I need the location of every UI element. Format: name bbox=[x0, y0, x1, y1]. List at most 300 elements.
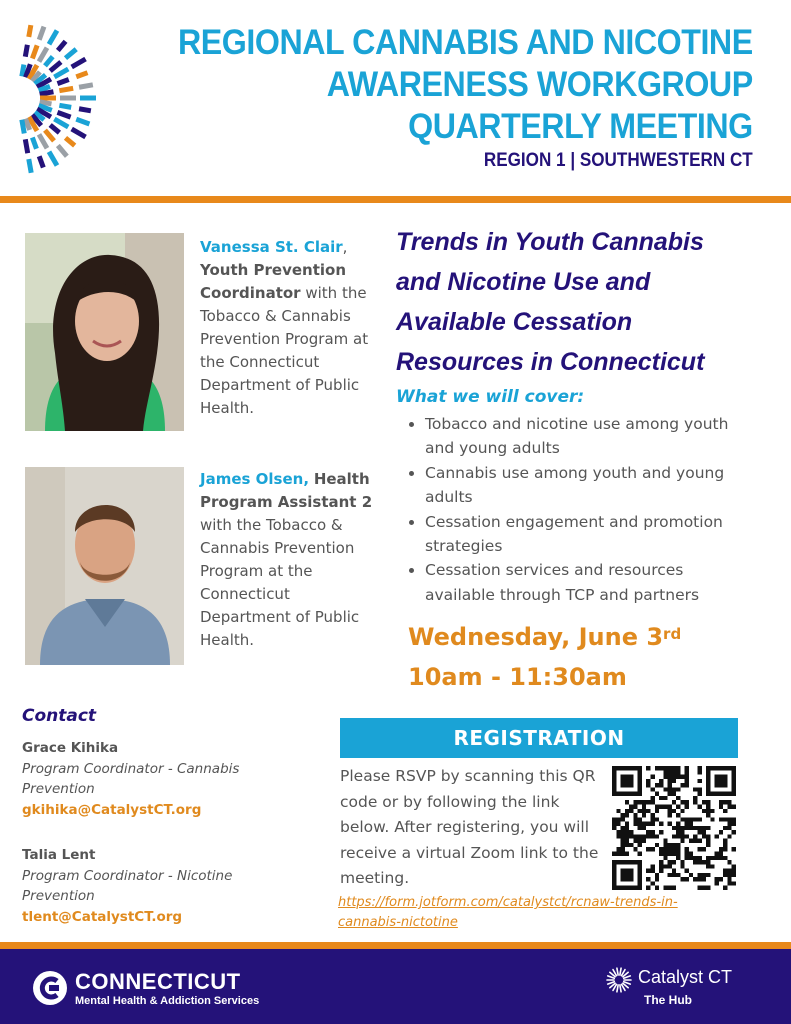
qr-module bbox=[693, 856, 697, 860]
qr-module bbox=[676, 822, 680, 826]
footer-right-logo-name: Catalyst CT bbox=[638, 967, 733, 987]
qr-module bbox=[659, 860, 663, 864]
qr-module bbox=[668, 775, 672, 779]
contact-1-role: Program Coordinator - Cannabis Prevention bbox=[22, 760, 240, 797]
qr-module bbox=[702, 826, 706, 830]
qr-module bbox=[672, 779, 676, 783]
qr-module bbox=[659, 766, 663, 770]
contact-person-1 bbox=[22, 738, 282, 820]
sunburst-ray bbox=[29, 25, 31, 37]
qr-module bbox=[685, 856, 689, 860]
contact-person-2 bbox=[22, 845, 282, 927]
qr-module bbox=[668, 779, 672, 783]
qr-module bbox=[693, 800, 697, 804]
qr-module bbox=[612, 860, 642, 864]
qr-module bbox=[672, 775, 676, 779]
list-item: • Cessation engagement and promotion strategies bbox=[425, 510, 748, 559]
event-time: 10am - 11:30am bbox=[408, 663, 627, 691]
qr-module bbox=[668, 873, 672, 877]
qr-module bbox=[668, 860, 672, 864]
qr-module bbox=[672, 809, 676, 813]
qr-module bbox=[698, 830, 702, 834]
qr-module bbox=[680, 830, 684, 834]
qr-module bbox=[715, 881, 719, 885]
qr-module bbox=[689, 817, 693, 821]
qr-module bbox=[706, 804, 710, 808]
qr-module bbox=[698, 839, 702, 843]
qr-module bbox=[672, 869, 676, 873]
qr-module bbox=[642, 822, 646, 826]
qr-module bbox=[663, 843, 667, 847]
qr-module bbox=[727, 869, 731, 873]
qr-module bbox=[668, 813, 672, 817]
qr-module bbox=[655, 834, 659, 838]
qr-module bbox=[723, 839, 727, 843]
qr-module bbox=[672, 860, 676, 864]
qr-module bbox=[685, 834, 689, 838]
qr-module bbox=[672, 847, 676, 851]
qr-module bbox=[723, 800, 727, 804]
sunburst-ray bbox=[40, 102, 52, 104]
qr-module bbox=[680, 800, 684, 804]
speaker-1-role: Youth Prevention Coordinator bbox=[200, 261, 347, 302]
list-item: • Cessation services and resources available through TCP and partners bbox=[425, 558, 748, 607]
qr-module bbox=[612, 822, 616, 826]
qr-module bbox=[625, 813, 629, 817]
sunburst-ray bbox=[29, 159, 31, 173]
qr-module bbox=[633, 834, 637, 838]
qr-module bbox=[646, 783, 650, 787]
sunburst-ray bbox=[50, 62, 61, 71]
qr-module bbox=[621, 813, 625, 817]
qr-module bbox=[638, 809, 642, 813]
qr-module bbox=[668, 864, 672, 868]
qr-module bbox=[655, 766, 659, 770]
qr-module bbox=[625, 809, 629, 813]
sunburst-ray bbox=[58, 145, 67, 156]
qr-module bbox=[723, 843, 727, 847]
qr-module bbox=[698, 817, 702, 821]
qr-module bbox=[706, 766, 710, 796]
qr-module bbox=[629, 809, 633, 813]
qr-module bbox=[672, 800, 676, 804]
qr-module bbox=[676, 804, 680, 808]
qr-module bbox=[646, 822, 650, 826]
qr-module bbox=[650, 817, 654, 821]
qr-module bbox=[706, 873, 710, 877]
qr-module bbox=[668, 852, 672, 856]
qr-module bbox=[621, 843, 625, 847]
footer-left-logo-name: CONNECTICUT bbox=[75, 969, 241, 994]
qr-module bbox=[672, 886, 676, 890]
qr-module bbox=[702, 830, 706, 834]
qr-module bbox=[612, 860, 616, 890]
qr-module bbox=[710, 864, 714, 868]
qr-module bbox=[616, 847, 620, 851]
sunburst-ray bbox=[65, 138, 74, 146]
qr-module bbox=[616, 834, 620, 838]
qr-module bbox=[672, 843, 676, 847]
qr-module bbox=[642, 826, 646, 830]
qr-module bbox=[659, 796, 663, 800]
qr-module bbox=[727, 817, 731, 821]
contact-heading: Contact bbox=[22, 706, 97, 726]
sunburst-ray bbox=[22, 120, 24, 134]
qr-module bbox=[625, 843, 629, 847]
event-subtitle: REGION 1 | SOUTHWESTERN CT bbox=[484, 150, 753, 171]
qr-module bbox=[629, 843, 633, 847]
qr-module bbox=[706, 839, 710, 843]
qr-module bbox=[629, 834, 633, 838]
qr-module bbox=[732, 804, 736, 808]
qr-module bbox=[650, 869, 654, 873]
qr-module bbox=[693, 839, 697, 843]
speaker-1-description: with the Tobacco & Cannabis Prevention Program at the Connecticut Department of Public Health. bbox=[200, 284, 369, 417]
qr-module bbox=[676, 813, 680, 817]
qr-module bbox=[612, 766, 642, 770]
qr-module bbox=[689, 839, 693, 843]
qr-module bbox=[663, 847, 667, 851]
session-title-line-1: Trends in Youth Cannabis bbox=[396, 228, 704, 256]
qr-module bbox=[706, 766, 736, 770]
qr-module bbox=[693, 787, 697, 791]
qr-module bbox=[655, 817, 659, 821]
qr-module bbox=[672, 766, 676, 770]
qr-module bbox=[650, 813, 654, 817]
qr-module bbox=[727, 822, 731, 826]
qr-module bbox=[633, 813, 637, 817]
qr-module bbox=[706, 843, 710, 847]
session-title-line-3: Available Cessation bbox=[396, 308, 633, 336]
qr-module bbox=[633, 800, 637, 804]
contact-2-email-link[interactable]: tlent@CatalystCT.org bbox=[22, 908, 183, 925]
event-date bbox=[408, 620, 681, 654]
qr-module bbox=[702, 877, 706, 881]
qr-module bbox=[646, 869, 650, 873]
sunburst-ray bbox=[45, 57, 53, 66]
speaker-1-photo bbox=[25, 233, 184, 431]
qr-module bbox=[663, 864, 667, 868]
qr-module bbox=[710, 817, 714, 821]
catalyst-ct-logo-icon bbox=[606, 967, 632, 993]
qr-module bbox=[702, 800, 706, 804]
qr-module bbox=[732, 869, 736, 873]
event-title-line-3: QUARTERLY MEETING bbox=[408, 107, 753, 146]
qr-module bbox=[680, 783, 684, 787]
qr-module bbox=[663, 839, 667, 843]
qr-module bbox=[612, 766, 616, 796]
contact-2-role: Program Coordinator - Nicotine Prevention bbox=[22, 867, 233, 904]
list-item: • Cannabis use among youth and young adults bbox=[425, 461, 748, 510]
speaker-2-name: James Olsen, bbox=[200, 470, 310, 488]
qr-module bbox=[706, 886, 710, 890]
qr-module bbox=[685, 779, 689, 783]
qr-module bbox=[663, 804, 667, 808]
qr-module bbox=[642, 804, 646, 808]
logo-ray bbox=[617, 985, 618, 992]
footer-left-logo-sub: Mental Health & Addiction Services bbox=[75, 995, 260, 1007]
qr-module bbox=[723, 847, 727, 851]
qr-module bbox=[685, 775, 689, 779]
sunburst-ray bbox=[57, 112, 70, 117]
sunburst-ray bbox=[49, 30, 57, 44]
qr-module bbox=[646, 800, 650, 804]
qr-module bbox=[629, 830, 633, 834]
qr-module bbox=[663, 766, 667, 770]
qr-module bbox=[650, 787, 654, 791]
qr-module bbox=[676, 847, 680, 851]
qr-module bbox=[698, 766, 702, 770]
sunburst-ray bbox=[25, 139, 27, 153]
qr-module bbox=[663, 775, 667, 779]
sunburst-ray bbox=[59, 88, 73, 90]
qr-module bbox=[616, 822, 620, 826]
qr-module bbox=[676, 843, 680, 847]
qr-module bbox=[710, 809, 714, 813]
sunburst-ray bbox=[79, 85, 93, 87]
qr-module bbox=[642, 800, 646, 804]
qr-module bbox=[676, 770, 680, 774]
qr-module bbox=[715, 856, 719, 860]
qr-module bbox=[655, 873, 659, 877]
sunburst-ray bbox=[40, 92, 54, 94]
contact-1-name: Grace Kihika bbox=[22, 740, 119, 756]
qr-module bbox=[650, 847, 654, 851]
registration-heading: REGISTRATION bbox=[340, 718, 738, 758]
qr-module bbox=[732, 881, 736, 885]
session-title bbox=[396, 222, 766, 382]
qr-module bbox=[650, 775, 654, 779]
qr-module bbox=[727, 804, 731, 808]
qr-module bbox=[668, 787, 672, 791]
speaker-2-bio bbox=[200, 468, 380, 652]
qr-module bbox=[668, 792, 672, 796]
qr-module bbox=[650, 864, 654, 868]
qr-module bbox=[685, 783, 689, 787]
qr-module bbox=[685, 766, 689, 770]
qr-module bbox=[642, 809, 646, 813]
qr-module bbox=[715, 834, 719, 838]
qr-module bbox=[698, 877, 702, 881]
qr-module bbox=[612, 852, 616, 856]
registration-link[interactable]: https://form.jotform.com/catalystct/rcnaw-trends-in-cannabis-nictotine bbox=[338, 895, 678, 930]
qr-module bbox=[672, 792, 676, 796]
qr-module bbox=[719, 804, 723, 808]
qr-module bbox=[685, 826, 689, 830]
qr-module bbox=[727, 826, 731, 830]
qr-module bbox=[723, 856, 727, 860]
qr-module bbox=[642, 813, 646, 817]
qr-module bbox=[685, 817, 689, 821]
qr-module bbox=[689, 873, 693, 877]
qr-module bbox=[633, 847, 637, 851]
qr-module bbox=[680, 775, 684, 779]
qr-module bbox=[638, 800, 642, 804]
qr-module bbox=[698, 804, 702, 808]
qr-module bbox=[638, 852, 642, 856]
qr-module bbox=[676, 826, 680, 830]
qr-module bbox=[650, 800, 654, 804]
qr-module bbox=[693, 834, 697, 838]
qr-module bbox=[655, 792, 659, 796]
qr-module bbox=[659, 822, 663, 826]
qr-module bbox=[715, 852, 719, 856]
qr-module bbox=[676, 787, 680, 791]
qr-module bbox=[646, 830, 650, 834]
qr-module bbox=[621, 847, 625, 851]
qr-module bbox=[646, 886, 650, 890]
qr-module bbox=[698, 779, 702, 783]
qr-module bbox=[616, 817, 620, 821]
qr-module bbox=[676, 775, 680, 779]
qr-module bbox=[646, 834, 650, 838]
qr-module bbox=[685, 822, 689, 826]
qr-module bbox=[621, 830, 625, 834]
sunburst-ray bbox=[54, 69, 68, 77]
qr-module bbox=[655, 886, 659, 890]
qr-module bbox=[706, 860, 710, 864]
qr-module bbox=[625, 800, 629, 804]
qr-module bbox=[621, 839, 625, 843]
qr-module bbox=[642, 834, 646, 838]
qr-module bbox=[659, 869, 663, 873]
sunburst-ray bbox=[32, 45, 37, 58]
qr-module bbox=[650, 822, 654, 826]
qr-module bbox=[621, 869, 634, 882]
sunburst-ray bbox=[39, 48, 47, 62]
qr-module bbox=[663, 796, 667, 800]
logo-ray bbox=[620, 985, 621, 992]
qr-module bbox=[650, 796, 654, 800]
contact-1-email-link[interactable]: gkihika@CatalystCT.org bbox=[22, 801, 202, 818]
qr-module bbox=[672, 787, 676, 791]
speaker-2-role: Health Program Assistant 2 bbox=[200, 470, 373, 511]
qr-module bbox=[685, 852, 689, 856]
qr-module bbox=[668, 783, 672, 787]
qr-module bbox=[668, 804, 672, 808]
qr-module bbox=[659, 847, 663, 851]
qr-module bbox=[685, 877, 689, 881]
sunburst-ray bbox=[39, 134, 47, 148]
qr-module bbox=[633, 817, 637, 821]
speaker-2-photo bbox=[25, 467, 184, 665]
qr-module bbox=[629, 804, 633, 808]
qr-module bbox=[646, 877, 650, 881]
qr-module bbox=[723, 886, 727, 890]
qr-module bbox=[702, 847, 706, 851]
event-title-line-2: AWARENESS WORKGROUP bbox=[326, 65, 753, 104]
qr-module bbox=[676, 830, 680, 834]
qr-module bbox=[663, 856, 667, 860]
qr-module bbox=[659, 783, 663, 787]
qr-module bbox=[680, 839, 684, 843]
qr-module bbox=[612, 792, 642, 796]
qr-module bbox=[676, 856, 680, 860]
qr-module bbox=[727, 877, 731, 881]
qr-module bbox=[676, 852, 680, 856]
qr-module bbox=[723, 869, 727, 873]
speaker-1-bio bbox=[200, 236, 380, 420]
qr-module bbox=[616, 809, 620, 813]
qr-module bbox=[715, 775, 728, 788]
qr-module bbox=[659, 864, 663, 868]
qr-module bbox=[689, 852, 693, 856]
qr-module bbox=[676, 873, 680, 877]
session-title-line-2: and Nicotine Use and bbox=[396, 268, 651, 296]
qr-module bbox=[633, 839, 637, 843]
qr-module bbox=[693, 826, 697, 830]
sunburst-ray bbox=[39, 27, 44, 40]
qr-module bbox=[702, 834, 706, 838]
qr-module bbox=[698, 787, 702, 791]
qr-module bbox=[732, 830, 736, 834]
qr-module bbox=[689, 826, 693, 830]
qr-module bbox=[659, 779, 663, 783]
sunburst-ray bbox=[79, 109, 91, 111]
qr-module bbox=[659, 804, 663, 808]
sunburst-ray bbox=[72, 59, 86, 67]
sunburst-ray bbox=[57, 80, 68, 84]
qr-module bbox=[621, 826, 625, 830]
qr-module bbox=[698, 847, 702, 851]
qr-module bbox=[723, 826, 727, 830]
qr-module bbox=[706, 800, 710, 804]
session-title-line-4: Resources in Connecticut bbox=[396, 348, 705, 376]
sunburst-logo-graphic bbox=[0, 8, 110, 188]
qr-module bbox=[668, 766, 672, 770]
qr-module bbox=[723, 809, 727, 813]
qr-module bbox=[668, 770, 672, 774]
qr-module bbox=[689, 822, 693, 826]
qr-module bbox=[638, 839, 642, 843]
qr-module bbox=[638, 817, 642, 821]
connecticut-dmhas-logo-icon bbox=[33, 971, 67, 1005]
qr-module bbox=[710, 856, 714, 860]
qr-module bbox=[621, 775, 634, 788]
qr-module bbox=[655, 843, 659, 847]
qr-module bbox=[655, 804, 659, 808]
qr-module bbox=[732, 766, 736, 796]
qr-module bbox=[698, 873, 702, 877]
contact-2-name: Talia Lent bbox=[22, 847, 96, 863]
qr-module bbox=[719, 847, 723, 851]
qr-module bbox=[732, 817, 736, 821]
qr-code-icon[interactable] bbox=[612, 766, 736, 890]
qr-module bbox=[646, 809, 650, 813]
qr-module bbox=[702, 886, 706, 890]
qr-module bbox=[638, 860, 642, 890]
qr-module bbox=[663, 886, 667, 890]
logo-ray bbox=[620, 968, 621, 975]
qr-module bbox=[698, 886, 702, 890]
qr-module bbox=[621, 817, 625, 821]
qr-module bbox=[616, 830, 620, 834]
qr-module bbox=[680, 826, 684, 830]
qr-module bbox=[672, 852, 676, 856]
sunburst-ray bbox=[72, 129, 86, 137]
qr-module bbox=[672, 826, 676, 830]
qr-module bbox=[672, 834, 676, 838]
qr-module bbox=[685, 804, 689, 808]
sunburst-ray bbox=[54, 119, 68, 127]
qr-module bbox=[719, 817, 723, 821]
qr-module bbox=[706, 826, 710, 830]
cover-list bbox=[408, 412, 748, 607]
qr-module bbox=[732, 847, 736, 851]
sunburst-ray bbox=[45, 130, 54, 141]
sunburst-ray bbox=[76, 73, 87, 77]
qr-module bbox=[732, 864, 736, 868]
